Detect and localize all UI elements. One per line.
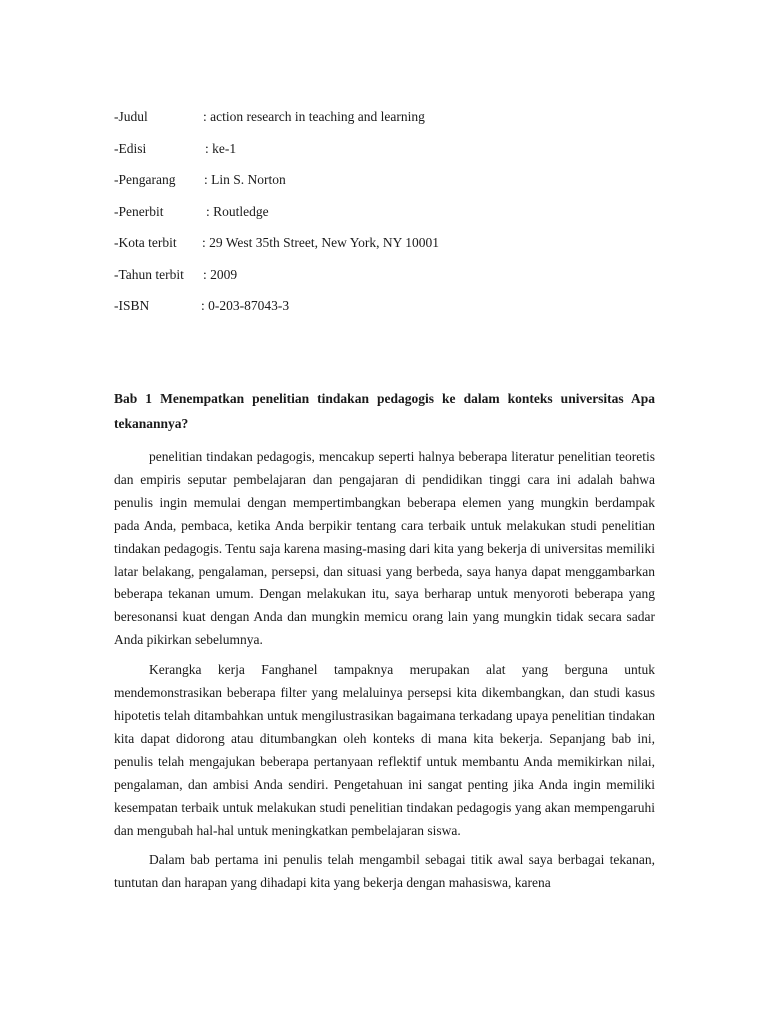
metadata-row-isbn — [114, 295, 674, 327]
metadata-value: : 2009 — [203, 266, 238, 282]
metadata-row-edisi — [114, 138, 674, 170]
body-paragraph: Kerangka kerja Fanghanel tampaknya merupakan alat yang berguna untuk mendemonstrasikan beberapa filter yang melaluinya persepsi kita dikembangkan, dan studi kasus hipotetis telah ditambahkan untuk mengilustrasikan bagaimana terkadang upaya penelitian tindakan kita dapat didorong atau ditumbangkan oleh konteks di mana kita bekerja. Sepanjang bab ini, penulis telah mengajukan beberapa pertanyaan reflektif untuk membantu Anda memikirkan nilai, pengalaman, dan ambisi Anda sendiri. Pengetahuan ini sangat penting jika Anda ingin memiliki kesempatan terbaik untuk melakukan studi penelitian tindakan pedagogis yang akan mempengaruhi dan mengubah hal-hal untuk meningkatkan pembelajaran siswa. — [114, 662, 655, 838]
metadata-value: : Lin S. Norton — [204, 172, 286, 187]
metadata-row-tahun-terbit — [114, 264, 674, 296]
metadata-value: : 29 West 35th Street, New York, NY 10001 — [202, 235, 440, 250]
metadata-label: -Tahun terbit — [114, 266, 184, 282]
chapter-content — [114, 386, 655, 902]
metadata-label: -ISBN — [114, 298, 150, 313]
metadata-label: -Penerbit — [114, 203, 164, 219]
metadata-label: -Judul — [114, 109, 148, 124]
metadata-row-penerbit — [114, 201, 674, 233]
body-paragraph: penelitian tindakan pedagogis, mencakup seperti halnya beberapa literatur penelitian teoretis dan empiris seputar pembelajaran dan pengajaran di pendidikan tinggi cara ini adalah bahwa penulis ingin memulai dengan mempertimbangkan beberapa elemen yang mungkin berdampak pada Anda, pembaca, ketika Anda berpikir tentang cara terbaik untuk melakukan studi penelitian tindakan pedagogis. Tentu saja karena masing-masing dari kita yang bekerja di universitas memiliki latar belakang, pengalaman, persepsi, dan situasi yang berbeda, saya hanya dapat menggambarkan beberapa tekanan umum. Dengan melakukan itu, saya berharap untuk menyoroti beberapa yang beresonansi kuat dengan Anda dan mungkin memicu orang lain yang mungkin tidak secara sadar Anda pikirkan sebelumnya. — [114, 449, 655, 648]
metadata-label: -Kota terbit — [114, 235, 177, 250]
metadata-value: : 0-203-87043-3 — [201, 298, 290, 313]
metadata-label: -Edisi — [114, 140, 147, 156]
chapter-title: Bab 1 Menempatkan penelitian tindakan pedagogis ke dalam konteks universitas Apa tekanannya? — [114, 391, 655, 431]
metadata-label: -Pengarang — [114, 172, 176, 187]
metadata-value: : Routledge — [206, 203, 269, 219]
metadata-row-judul — [114, 106, 674, 138]
book-metadata — [114, 106, 674, 327]
metadata-row-pengarang — [114, 169, 674, 201]
body-paragraph: Dalam bab pertama ini penulis telah mengambil sebagai titik awal saya berbagai tekanan, tuntutan dan harapan yang dihadapi kita yang bekerja dengan mahasiswa, karena — [114, 852, 655, 891]
metadata-row-kota-terbit — [114, 232, 674, 264]
metadata-value: : action research in teaching and learning — [203, 109, 425, 124]
metadata-value: : ke-1 — [205, 140, 237, 156]
